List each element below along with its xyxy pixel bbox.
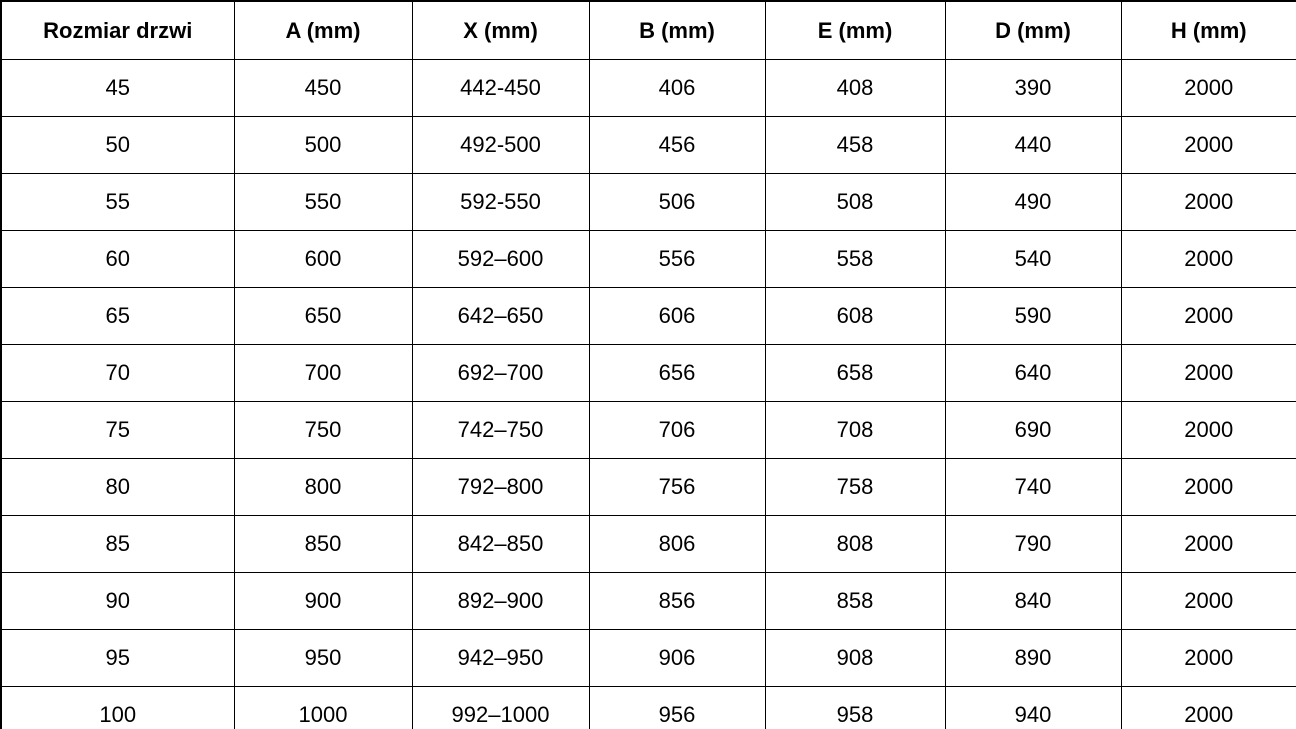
table-row: [1, 573, 1296, 630]
table-cell: 440: [945, 117, 1121, 174]
table-cell: 592-550: [412, 174, 589, 231]
table-cell: 800: [234, 459, 412, 516]
table-cell: 756: [589, 459, 765, 516]
table-cell: 2000: [1121, 174, 1296, 231]
table-cell: 2000: [1121, 117, 1296, 174]
table-cell: 740: [945, 459, 1121, 516]
table-cell: 80: [1, 459, 234, 516]
table-cell: 2000: [1121, 231, 1296, 288]
table-cell: 750: [234, 402, 412, 459]
column-header-b-mm: B (mm): [589, 1, 765, 60]
table-cell: 458: [765, 117, 945, 174]
table-cell: 900: [234, 573, 412, 630]
table-cell: 758: [765, 459, 945, 516]
table-cell: 2000: [1121, 459, 1296, 516]
table-cell: 65: [1, 288, 234, 345]
column-header-a-mm: A (mm): [234, 1, 412, 60]
table-cell: 658: [765, 345, 945, 402]
table-cell: 75: [1, 402, 234, 459]
table-cell: 540: [945, 231, 1121, 288]
table-cell: 650: [234, 288, 412, 345]
table-cell: 406: [589, 60, 765, 117]
table-cell: 690: [945, 402, 1121, 459]
table-header-row: [1, 1, 1296, 60]
table-cell: 706: [589, 402, 765, 459]
table-cell: 806: [589, 516, 765, 573]
table-cell: 2000: [1121, 345, 1296, 402]
table-cell: 1000: [234, 687, 412, 729]
table-row: [1, 459, 1296, 516]
table-cell: 390: [945, 60, 1121, 117]
table-cell: 890: [945, 630, 1121, 687]
table-cell: 456: [589, 117, 765, 174]
column-header-h-mm: H (mm): [1121, 1, 1296, 60]
table-row: [1, 516, 1296, 573]
table-cell: 2000: [1121, 573, 1296, 630]
table-row: [1, 687, 1296, 729]
table-cell: 2000: [1121, 402, 1296, 459]
table-cell: 792–800: [412, 459, 589, 516]
table-cell: 550: [234, 174, 412, 231]
table-cell: 100: [1, 687, 234, 729]
table-cell: 95: [1, 630, 234, 687]
table-cell: 408: [765, 60, 945, 117]
table-cell: 856: [589, 573, 765, 630]
table-cell: 50: [1, 117, 234, 174]
table-cell: 558: [765, 231, 945, 288]
table-cell: 956: [589, 687, 765, 729]
table-row: [1, 288, 1296, 345]
table-cell: 708: [765, 402, 945, 459]
table-cell: 906: [589, 630, 765, 687]
table-cell: 2000: [1121, 687, 1296, 729]
table-cell: 90: [1, 573, 234, 630]
table-body: [1, 60, 1296, 729]
table-cell: 70: [1, 345, 234, 402]
table-cell: 942–950: [412, 630, 589, 687]
table-cell: 600: [234, 231, 412, 288]
column-header-x-mm: X (mm): [412, 1, 589, 60]
table-row: [1, 630, 1296, 687]
table-cell: 840: [945, 573, 1121, 630]
table-cell: 950: [234, 630, 412, 687]
table-cell: 940: [945, 687, 1121, 729]
table-cell: 642–650: [412, 288, 589, 345]
table-cell: 60: [1, 231, 234, 288]
table-cell: 700: [234, 345, 412, 402]
column-header-e-mm: E (mm): [765, 1, 945, 60]
table-cell: 490: [945, 174, 1121, 231]
table-row: [1, 60, 1296, 117]
table-row: [1, 231, 1296, 288]
table-cell: 656: [589, 345, 765, 402]
table-cell: 608: [765, 288, 945, 345]
table-cell: 742–750: [412, 402, 589, 459]
table-cell: 55: [1, 174, 234, 231]
table-cell: 692–700: [412, 345, 589, 402]
column-header-d-mm: D (mm): [945, 1, 1121, 60]
table-row: [1, 174, 1296, 231]
table-cell: 790: [945, 516, 1121, 573]
table-cell: 506: [589, 174, 765, 231]
table-cell: 892–900: [412, 573, 589, 630]
table-cell: 492-500: [412, 117, 589, 174]
table-cell: 592–600: [412, 231, 589, 288]
table-cell: 606: [589, 288, 765, 345]
table-row: [1, 345, 1296, 402]
table-cell: 556: [589, 231, 765, 288]
table-cell: 858: [765, 573, 945, 630]
table-cell: 908: [765, 630, 945, 687]
table-cell: 590: [945, 288, 1121, 345]
table-cell: 958: [765, 687, 945, 729]
table-cell: 992–1000: [412, 687, 589, 729]
table-cell: 2000: [1121, 60, 1296, 117]
table-cell: 2000: [1121, 516, 1296, 573]
table-cell: 808: [765, 516, 945, 573]
table-cell: 2000: [1121, 288, 1296, 345]
table-cell: 85: [1, 516, 234, 573]
table-cell: 640: [945, 345, 1121, 402]
table-cell: 450: [234, 60, 412, 117]
table-cell: 2000: [1121, 630, 1296, 687]
table-cell: 45: [1, 60, 234, 117]
table-cell: 500: [234, 117, 412, 174]
column-header-rozmiar-drzwi: Rozmiar drzwi: [1, 1, 234, 60]
table-cell: 842–850: [412, 516, 589, 573]
table-cell: 442-450: [412, 60, 589, 117]
table-cell: 508: [765, 174, 945, 231]
table-cell: 850: [234, 516, 412, 573]
table-row: [1, 117, 1296, 174]
table-row: [1, 402, 1296, 459]
